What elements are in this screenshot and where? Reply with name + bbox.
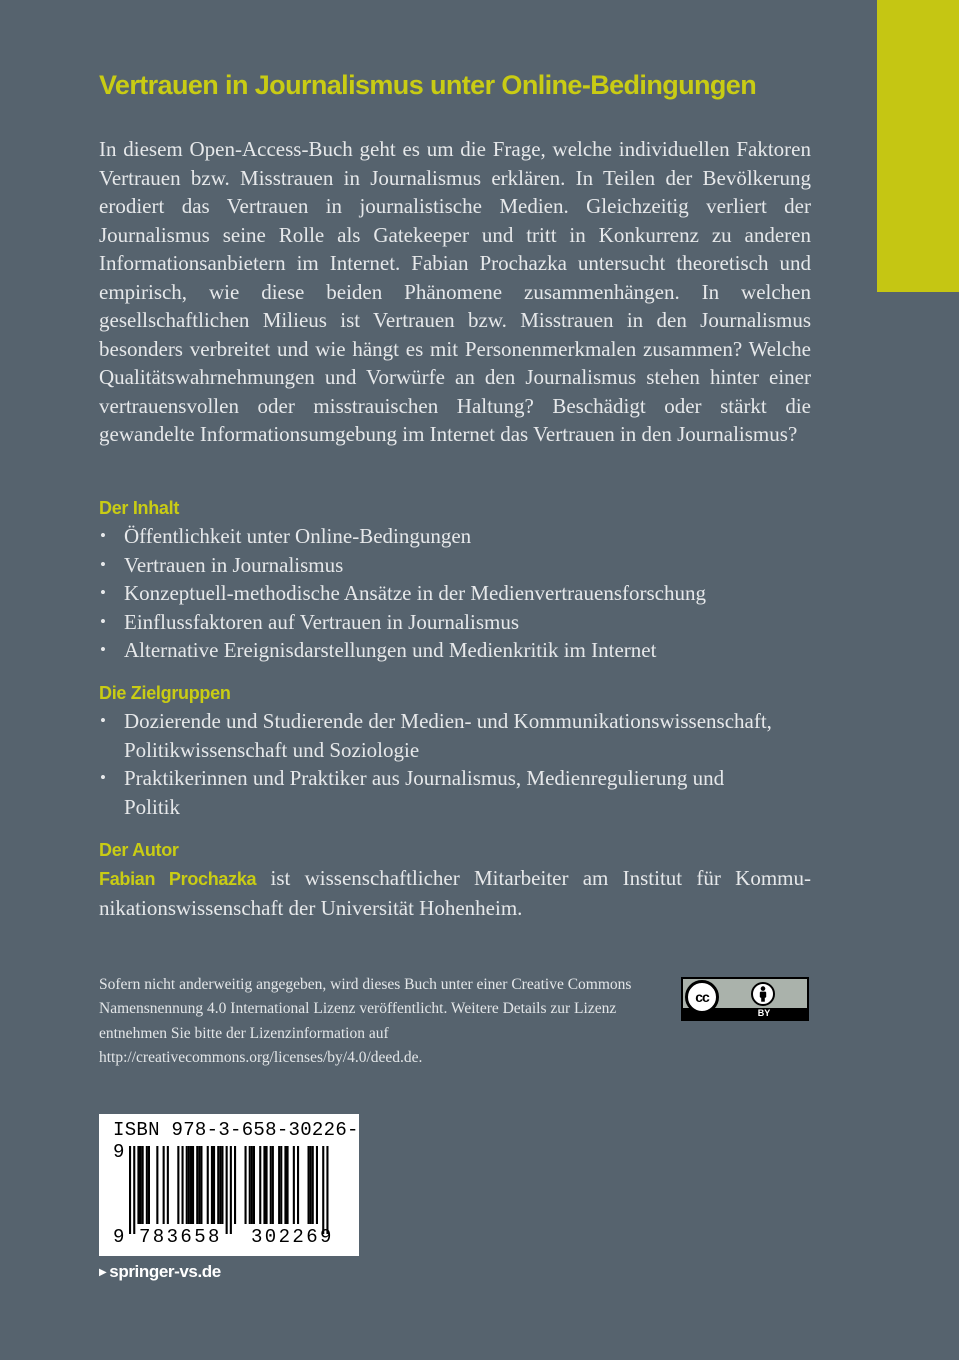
barcode-bar <box>163 1146 165 1224</box>
cc-icon: cc <box>685 980 719 1014</box>
ean-left-digits: 783658 <box>139 1226 222 1248</box>
barcode-bar <box>133 1146 135 1234</box>
barcode-bar <box>270 1146 272 1224</box>
barcode-bar <box>142 1146 144 1224</box>
author-bio-text: ist wissenschaftlicher Mitarbeiter am Institut für Kommunikationswissenschaft der Universität Hohenheim. <box>99 866 811 920</box>
barcode-bar <box>322 1146 324 1234</box>
barcode-bar <box>310 1146 312 1224</box>
barcode-bar <box>287 1146 289 1224</box>
ean-first-digit: 9 <box>113 1226 125 1248</box>
barcode-bar <box>219 1146 221 1224</box>
person-icon <box>751 982 775 1006</box>
accent-bar <box>877 0 959 292</box>
arrow-right-icon: ▶ <box>99 1267 107 1278</box>
publisher-website[interactable] <box>99 1262 221 1282</box>
barcode-bar <box>316 1146 318 1224</box>
contents-list <box>99 522 811 665</box>
author-heading: Der Autor <box>99 840 179 860</box>
ean-right-digits: 302269 <box>251 1226 334 1248</box>
barcode-bar <box>148 1146 150 1224</box>
barcode-bar <box>251 1146 253 1224</box>
barcode-bar <box>177 1146 179 1224</box>
audience-heading: Die Zielgruppen <box>99 683 231 703</box>
barcode-bar <box>245 1146 247 1224</box>
barcode-bar <box>156 1146 158 1224</box>
barcode-bar <box>226 1146 228 1234</box>
isbn-barcode <box>99 1114 359 1256</box>
barcode-bar <box>190 1146 192 1224</box>
cc-by-license-badge <box>681 977 809 1021</box>
list-item: • Praktikerinnen und Praktiker aus Journalismus, Medienregulierung und Politik <box>99 764 779 821</box>
barcode-bar <box>249 1146 251 1224</box>
barcode-bar <box>263 1146 265 1224</box>
barcode-bar <box>192 1146 194 1224</box>
website-label: springer-vs.de <box>109 1262 221 1281</box>
barcode-bar <box>211 1146 213 1224</box>
barcode-bar <box>137 1146 139 1224</box>
author-section <box>99 836 811 922</box>
book-title: Vertrauen in Journalismus unter Online-Bedingungen <box>99 70 757 100</box>
list-item: • Konzeptuell-methodische Ansätze in der Medienvertrauensforschung <box>99 579 811 608</box>
barcode-bar <box>188 1146 190 1224</box>
barcode-bar <box>266 1146 268 1224</box>
author-bio <box>99 864 811 922</box>
author-name: Fabian Prochazka <box>99 869 257 889</box>
list-item: • Öffentlichkeit unter Online-Bedingungen <box>99 522 811 551</box>
barcode-bar <box>293 1146 295 1224</box>
barcode-bar <box>308 1146 310 1224</box>
barcode-bar <box>198 1146 200 1224</box>
barcode-bar <box>259 1146 261 1224</box>
barcode-bar <box>200 1146 202 1224</box>
barcode-bar <box>146 1146 148 1224</box>
book-blurb: In diesem Open-Access-Buch geht es um die Frage, welche individuellen Faktoren Vertrauen bzw. Misstrauen in Journalismus erklären. In Teilen der Bevölkerung erodiert das Vertrauen in journalistische Medien. Gleichzeitig verliert der Journalismus seine Rolle als Gatekeeper und tritt in Konkurrenz zu anderen Informationsanbietern im Internet. Fabian Prochazka untersucht theoretisch und empirisch, wie diese beiden Phänomene zusammenhängen. In welchen gesellschaftlichen Milieus ist Vertrauen bzw. Misstrauen in den Journalismus besonders verbreitet und wie hängt es mit Personenmerkmalen zusammen? Welche Qualitätswahrnehmungen und Vorwürfe an den Journalismus stehen hinter einer vertrauensvollen oder misstrauischen Haltung? Beschädigt oder stärkt die gewandelte Informationsumgebung im Internet das Vertrauen in den Journalismus? <box>99 137 811 446</box>
by-label: BY <box>757 1008 771 1018</box>
barcode-bar <box>196 1146 198 1224</box>
barcode-bar <box>253 1146 255 1224</box>
barcode-bar <box>297 1146 299 1224</box>
barcode-bar <box>284 1146 286 1224</box>
list-item: • Einflussfaktoren auf Vertrauen in Journalismus <box>99 608 811 637</box>
isbn-label: ISBN 978-3-658-30226-9 <box>113 1119 359 1163</box>
barcode-bar <box>312 1146 314 1224</box>
contents-section <box>99 494 811 665</box>
barcode-bar <box>278 1146 280 1224</box>
license-text: Sofern nicht anderweitig angegeben, wird dieses Buch unter einer Creative Commons Namensnennung 4.0 International Lizenz veröffentlicht. Weitere Details zur Lizenz entnehmen Sie bitte der Lizenzinformation auf http://creativecommons.org/licenses/by/4.0/deed.de. <box>99 976 632 1066</box>
barcode-bar <box>129 1146 131 1234</box>
barcode-bar <box>234 1146 236 1224</box>
barcode-bar <box>280 1146 282 1224</box>
barcode-bar <box>167 1146 169 1224</box>
barcode-bar <box>230 1146 232 1234</box>
barcode-bar <box>221 1146 223 1224</box>
audience-section <box>99 679 811 821</box>
list-item: • Vertrauen in Journalismus <box>99 551 811 580</box>
barcode-bar <box>207 1146 209 1224</box>
barcode-bar <box>182 1146 184 1224</box>
barcode-bar <box>326 1146 328 1234</box>
barcode-bar <box>140 1146 142 1224</box>
audience-list <box>99 707 779 821</box>
barcode-bar <box>272 1146 274 1224</box>
barcode-bar <box>186 1146 188 1224</box>
contents-heading: Der Inhalt <box>99 498 180 518</box>
list-item: • Dozierende und Studierende der Medien- und Kommunikationswissenschaft, Politikwissenschaft und Soziologie <box>99 707 779 764</box>
barcode-bar <box>217 1146 219 1224</box>
list-item: • Alternative Ereignisdarstellungen und Medienkritik im Internet <box>99 636 811 665</box>
barcode-bar <box>213 1146 215 1224</box>
